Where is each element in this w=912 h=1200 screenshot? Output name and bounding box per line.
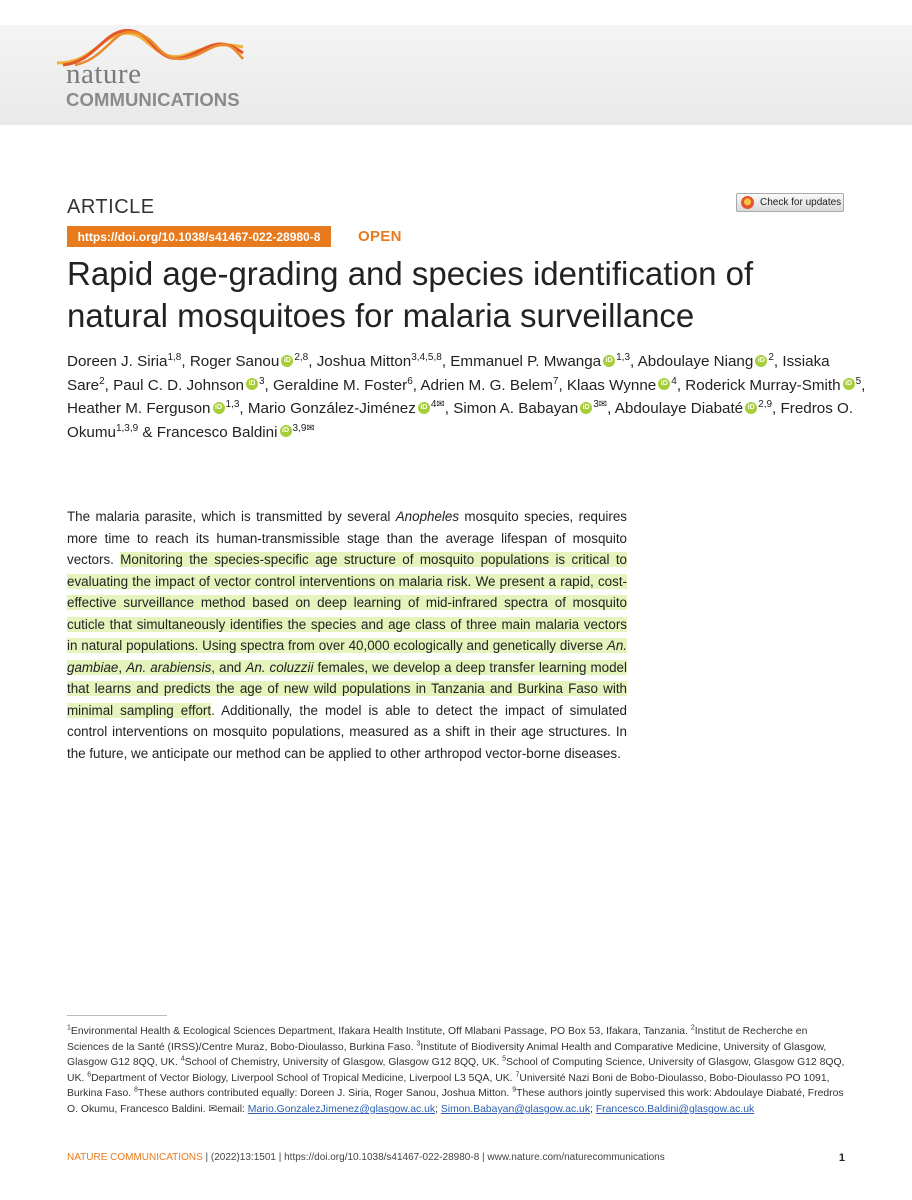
author-item <box>67 400 239 417</box>
author-name[interactable]: Geraldine M. Foster <box>272 376 408 394</box>
author-name[interactable]: Francesco Baldini <box>156 423 278 441</box>
author-name[interactable]: Roderick Murray-Smith <box>685 376 841 394</box>
affiliation-text: Institut de Recherche en Sciences de la Santé (IRSS)/Centre Muraz, Bobo-Dioulasso, Burkina Faso. <box>67 1026 808 1053</box>
author-name[interactable]: Abdoulaye Diabaté <box>614 400 744 417</box>
orcid-icon[interactable]: iD <box>281 355 293 367</box>
affiliation-text: Department of Vector Biology, Liverpool School of Tropical Medicine, Liverpool L3 5QA, UK. <box>91 1072 516 1084</box>
author-affiliation-number: 3 <box>258 375 265 387</box>
author-affiliation-number: 1,3 <box>616 351 631 363</box>
affiliation-number: 9 <box>512 1086 517 1094</box>
author-name[interactable]: Joshua Mitton <box>316 353 412 370</box>
affiliation-text: These authors contributed equally: Doreen J. Siria, Roger Sanou, Joshua Mitton. <box>137 1088 513 1100</box>
check-updates-label: Check for updates <box>760 197 842 208</box>
author-item <box>190 353 308 370</box>
article-type-label: ARTICLE <box>67 196 155 218</box>
affiliation-number: 5 <box>502 1055 506 1063</box>
affiliation-text: These authors jointly supervised this work: Abdoulaye Diabaté, Fredros O. Okumu, Francesco Baldini. <box>67 1088 844 1115</box>
email-separator: ; <box>590 1103 596 1115</box>
affiliation-text: School of Computing Science, University of Glasgow, Glasgow G12 8QQ, UK. <box>67 1057 845 1084</box>
affiliation-number: 4 <box>180 1055 185 1063</box>
author-affiliation-number: 2 <box>768 351 774 363</box>
email-label: ✉email: <box>208 1103 248 1115</box>
author-item <box>113 377 264 394</box>
author-item <box>248 400 445 417</box>
author-name[interactable]: Doreen J. Siria <box>67 353 168 370</box>
orcid-icon[interactable]: iD <box>580 402 592 414</box>
affiliation-number: 7 <box>515 1071 520 1079</box>
author-name[interactable]: Issiaka Sare <box>67 353 830 394</box>
footnote-divider <box>67 1015 167 1016</box>
author-item <box>638 353 774 370</box>
abstract-species-gambiae: An. gambiae <box>67 638 627 675</box>
author-item <box>615 400 772 417</box>
author-name[interactable]: Roger Sanou <box>189 353 280 370</box>
page-number: 1 <box>838 1152 845 1164</box>
abstract-highlight-text: Monitoring the species-specific age structure of mosquito populations is critical to evaluating the impact of vector control interventions on malaria risk. We present a rapid, cost-effective surveillance method based on deep learning of mid-infrared spectra of mosquito cuticle that simultaneously identifies the species and age class of three main malaria vectors in natural populations. Using spectra from over 40,000 ecologically and genetically diverse <box>67 552 628 653</box>
open-access-label: OPEN <box>358 228 402 245</box>
affiliation-number: 6 <box>87 1071 92 1079</box>
journal-logo-nature: nature <box>66 58 142 90</box>
orcid-icon[interactable]: iD <box>745 402 757 414</box>
journal-logo-communications: COMMUNICATIONS <box>66 89 240 110</box>
author-affiliation-number: 1,8 <box>167 351 182 363</box>
author-name[interactable]: Klaas Wynne <box>566 376 657 394</box>
affiliation-number: 1 <box>67 1024 71 1032</box>
author-affiliation-number: 3,9✉ <box>292 422 315 434</box>
abstract-text: The malaria parasite, which is transmitted by several <box>67 509 396 524</box>
affiliation-number: 3 <box>416 1040 421 1048</box>
abstract-separator: , <box>118 659 127 675</box>
abstract-text: . Additionally, the model is able to detect the impact of simulated control interventions on mosquito populations, measured as a shift in their age structures. In the future, we anticipate our method can be applied to other arthropod vector-borne diseases. <box>67 702 627 761</box>
orcid-icon[interactable]: iD <box>246 378 258 390</box>
author-affiliation-number: 2,8 <box>294 351 309 363</box>
author-name[interactable]: Paul C. D. Johnson <box>113 376 244 394</box>
email-link-gonzalez-jimenez[interactable]: Mario.GonzalezJimenez@glasgow.ac.uk <box>247 1103 436 1115</box>
author-item <box>453 400 607 417</box>
doi-link[interactable]: https://doi.org/10.1038/s41467-022-28980-8 <box>67 226 331 247</box>
author-name[interactable]: Adrien M. G. Belem <box>420 376 553 394</box>
affiliation-text: School of Chemistry, University of Glasgow, Glasgow G12 8QQ, UK. <box>184 1057 503 1069</box>
author-item <box>317 353 442 370</box>
footer-journal-name: NATURE COMMUNICATIONS <box>67 1152 203 1163</box>
orcid-icon[interactable]: iD <box>658 378 670 390</box>
check-for-updates-button[interactable] <box>736 193 844 212</box>
abstract <box>67 506 627 764</box>
email-link-baldini[interactable]: Francesco.Baldini@glasgow.ac.uk <box>595 1103 755 1115</box>
author-affiliation-number: 3,4,5,8 <box>411 351 442 363</box>
orcid-icon[interactable]: iD <box>843 378 855 390</box>
author-affiliation-number: 1,3 <box>225 398 240 410</box>
article-title: Rapid age-grading and species identification of natural mosquitoes for malaria surveillance <box>67 255 754 334</box>
author-name[interactable]: Heather M. Ferguson <box>67 400 211 417</box>
abstract-highlight-text: females, we develop a deep transfer learning model that learns and predicts the age of new wild populations in Tanzania and Burkina Faso with minimal sampling effort <box>67 659 627 718</box>
orcid-icon[interactable]: iD <box>213 402 225 414</box>
author-item <box>273 377 413 394</box>
page-footer <box>67 1152 845 1166</box>
author-name[interactable]: Abdoulaye Niang <box>637 353 754 370</box>
author-affiliation-number: 2 <box>99 375 105 387</box>
author-affiliation-number: 4✉ <box>430 398 445 410</box>
abstract-italic-genus: Anopheles <box>395 509 460 524</box>
abstract-species-coluzzii: An. coluzzii <box>245 659 314 675</box>
author-affiliation-number: 7 <box>552 375 559 387</box>
author-item <box>567 377 677 394</box>
abstract-species-arabiensis: An. arabiensis <box>126 659 212 675</box>
author-affiliation-number: 2,9 <box>758 398 773 410</box>
author-list: Doreen J. Siria$^{1,8}$, Roger Sanou iD $^{2,8}$, Joshua Mitton$^{3,4,5,8}$, Emmanuel P. Mwanga iD $^{1,3}$, Abdoulaye Niang iD $^2$, Issiaka Sare$^2$, Paul C. D. Johnson iD $^3$, Geraldine M. Foster$^6$, Adrien M. G. Belem$^7$, Klaas Wynne iD $^4$, Roderick Murray-Smith iD $^5$, Heather M. Ferguson iD $^{1,3}$, Mario González-Jiménez iD $^{4✉}$, Simon A. Babayan iD $^{3✉}$, Abdoulaye Diabaté iD $^{2,9}$, Fredros O. Okumu$^{1,3,9}$ & Francesco Baldini iD $^{3,9✉}$ <box>67 351 866 441</box>
author-affiliation-number: 1,3,9 <box>115 422 139 434</box>
abstract-text: mosquito species, requires more time to reach its human-transmissible stage than the average lifespan of mosquito vectors. <box>67 509 627 567</box>
abstract-highlight <box>67 552 627 718</box>
author-affiliation-number: 5 <box>855 375 862 387</box>
author-item <box>67 353 181 370</box>
orcid-icon[interactable]: iD <box>280 425 292 437</box>
author-name[interactable]: Fredros O. Okumu <box>67 400 854 441</box>
affiliation-text: Institute of Biodiversity Animal Health and Comparative Medicine, University of Glasgow, Glasgow G12 8QQ, UK. <box>67 1041 827 1069</box>
check-updates-icon <box>741 196 754 209</box>
author-item <box>157 424 315 441</box>
affiliation-number: 2 <box>690 1024 695 1032</box>
affiliation-text: Université Nazi Boni de Bobo-Dioulasso, Bobo-Dioulasso PO 1091, Burkina Faso. <box>67 1072 830 1100</box>
affiliations <box>67 1024 845 1118</box>
author-affiliation-number: 6 <box>407 375 413 387</box>
author-name[interactable]: Simon A. Babayan <box>453 400 579 417</box>
orcid-icon[interactable]: iD <box>755 355 767 367</box>
abstract-separator: , and <box>211 659 246 675</box>
author-item <box>420 377 558 394</box>
author-item <box>685 377 861 394</box>
author-name[interactable]: Emmanuel P. Mwanga <box>450 353 602 370</box>
affiliation-text: Environmental Health & Ecological Sciences Department, Ifakara Health Institute, Off Mlabani Passage, PO Box 53, Ifakara, Tanzania. <box>70 1026 691 1037</box>
author-item <box>450 353 630 370</box>
author-affiliation-number: 3✉ <box>593 398 608 410</box>
orcid-icon[interactable]: iD <box>603 355 615 367</box>
email-link-babayan[interactable]: Simon.Babayan@glasgow.ac.uk <box>440 1103 591 1115</box>
orcid-icon[interactable]: iD <box>418 402 430 414</box>
email-separator: ; <box>435 1103 441 1115</box>
affiliation-number: 8 <box>134 1086 138 1094</box>
author-affiliation-number: 4 <box>671 375 677 387</box>
author-name[interactable]: Mario González-Jiménez <box>247 400 416 417</box>
footer-citation: | (2022)13:1501 | https://doi.org/10.1038/s41467-022-28980-8 | www.nature.com/naturecommunications <box>202 1152 665 1163</box>
